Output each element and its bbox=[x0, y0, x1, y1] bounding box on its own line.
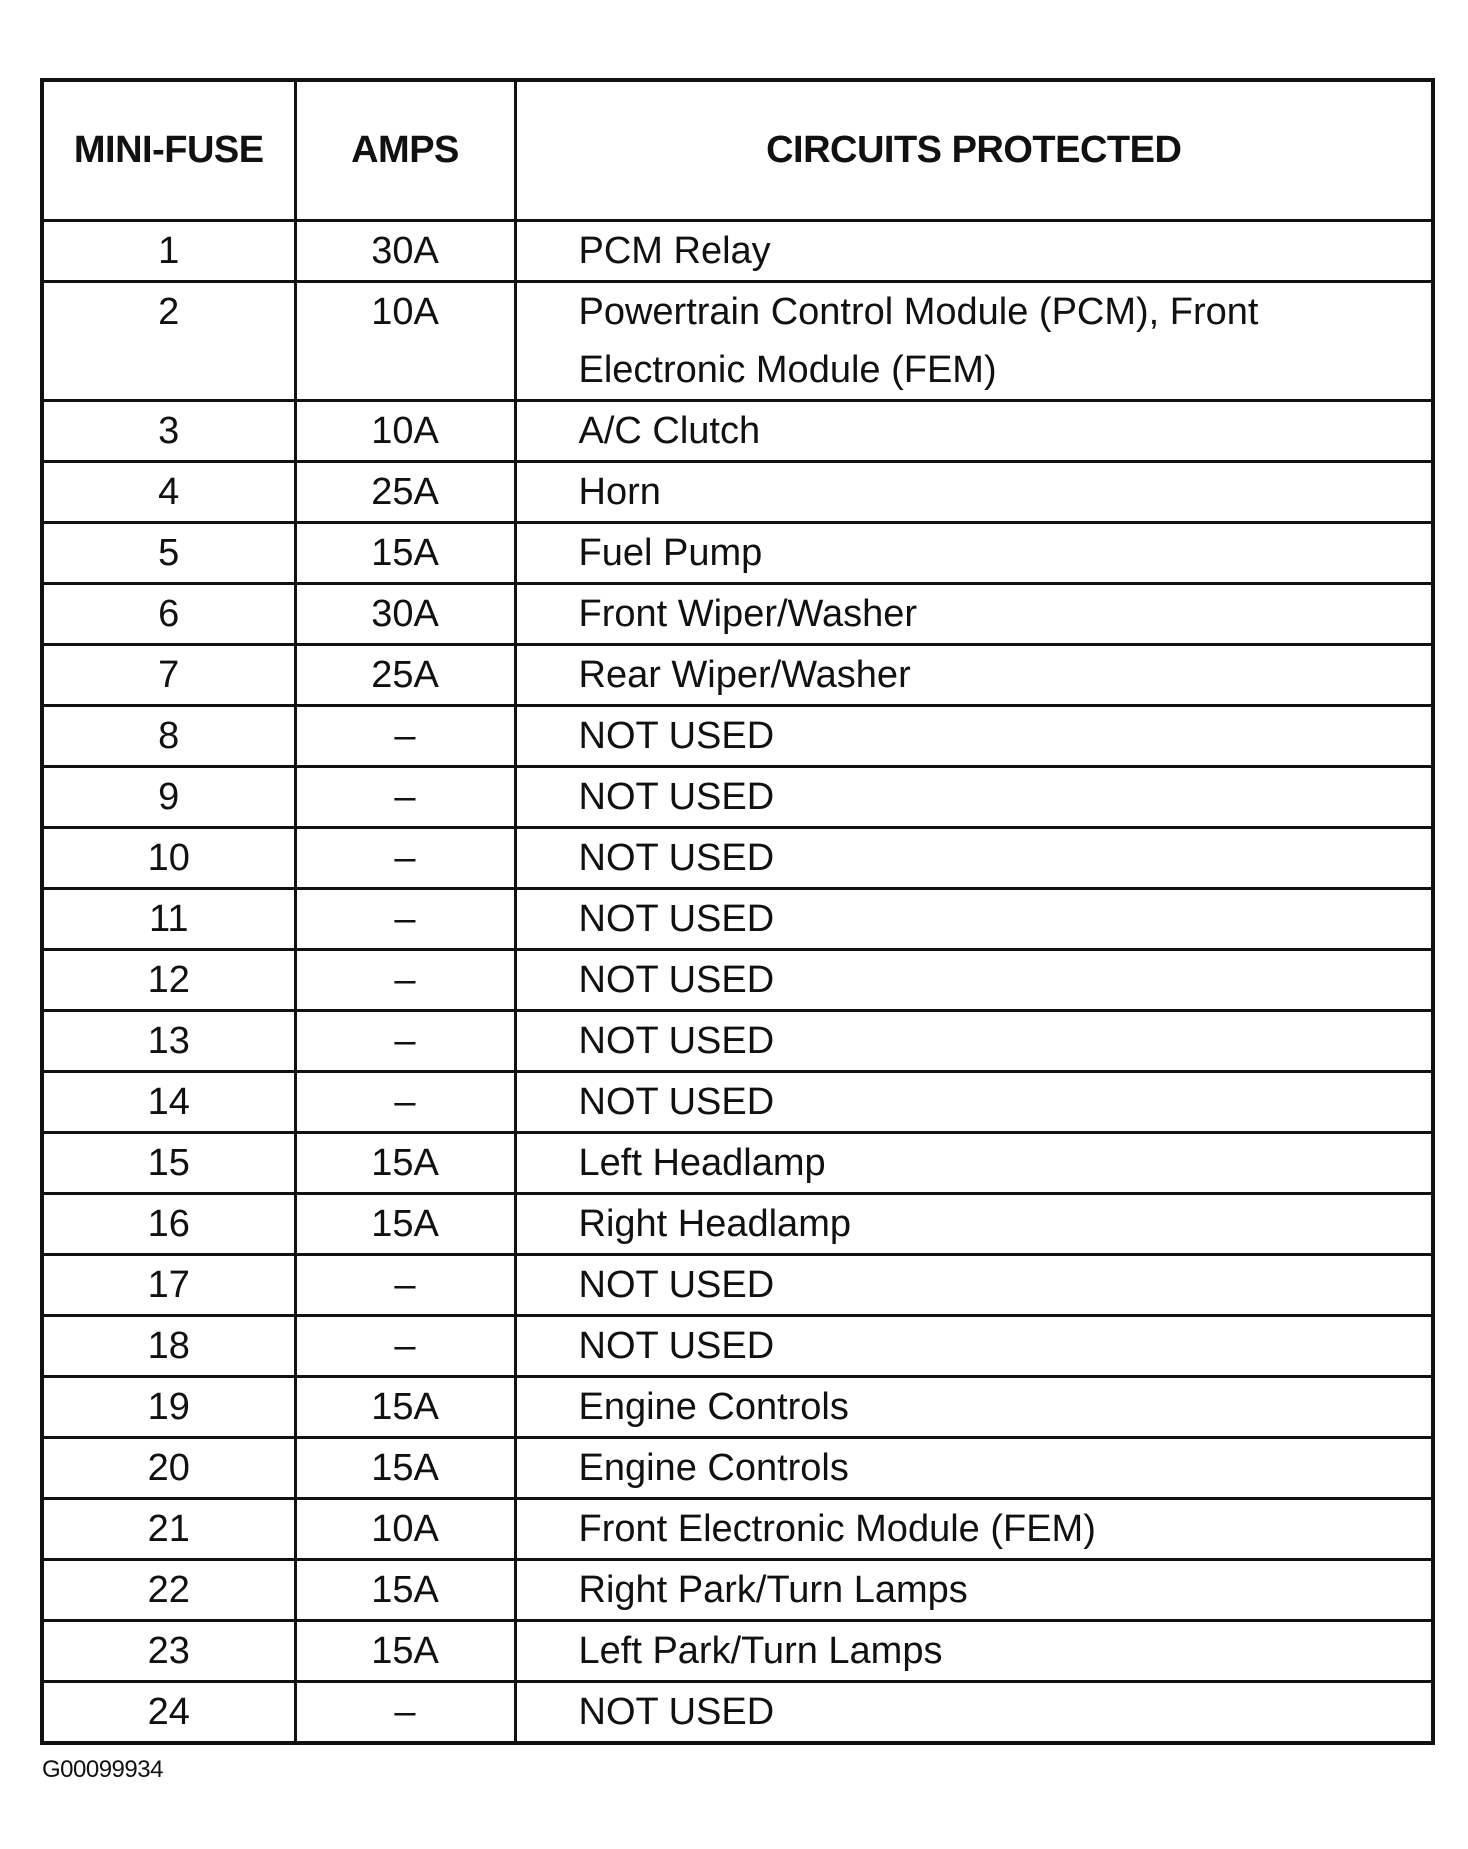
header-mini-fuse: MINI-FUSE bbox=[42, 80, 295, 221]
fuse-number: 12 bbox=[42, 950, 295, 1011]
fuse-number: 14 bbox=[42, 1072, 295, 1133]
figure-id: G00099934 bbox=[42, 1756, 163, 1783]
fuse-circuit: NOT USED bbox=[515, 706, 1433, 767]
fuse-number: 2 bbox=[42, 282, 295, 401]
fuse-amps: 15A bbox=[295, 1194, 515, 1255]
fuse-number: 21 bbox=[42, 1499, 295, 1560]
table-row bbox=[42, 1194, 1433, 1255]
fuse-number: 1 bbox=[42, 221, 295, 282]
table-row bbox=[42, 645, 1433, 706]
fuse-number: 18 bbox=[42, 1316, 295, 1377]
fuse-amps: – bbox=[295, 767, 515, 828]
fuse-circuit: Left Park/Turn Lamps bbox=[515, 1621, 1433, 1682]
table-row bbox=[42, 828, 1433, 889]
fuse-amps: 15A bbox=[295, 1560, 515, 1621]
fuse-amps: 15A bbox=[295, 1438, 515, 1499]
fuse-number: 19 bbox=[42, 1377, 295, 1438]
fuse-circuit: NOT USED bbox=[515, 828, 1433, 889]
fuse-amps: 10A bbox=[295, 1499, 515, 1560]
table-row bbox=[42, 1133, 1433, 1194]
table-row bbox=[42, 889, 1433, 950]
table-row bbox=[42, 1255, 1433, 1316]
header-amps: AMPS bbox=[295, 80, 515, 221]
fuse-circuit: Fuel Pump bbox=[515, 523, 1433, 584]
fuse-circuit: NOT USED bbox=[515, 1255, 1433, 1316]
fuse-circuit: Engine Controls bbox=[515, 1377, 1433, 1438]
fuse-amps: – bbox=[295, 1072, 515, 1133]
fuse-table bbox=[40, 78, 1435, 1745]
fuse-amps: 25A bbox=[295, 645, 515, 706]
fuse-amps: 15A bbox=[295, 523, 515, 584]
fuse-circuit: Front Electronic Module (FEM) bbox=[515, 1499, 1433, 1560]
fuse-number: 4 bbox=[42, 462, 295, 523]
fuse-circuit: Engine Controls bbox=[515, 1438, 1433, 1499]
fuse-circuit: Right Park/Turn Lamps bbox=[515, 1560, 1433, 1621]
table-row bbox=[42, 950, 1433, 1011]
fuse-amps: – bbox=[295, 828, 515, 889]
table-row bbox=[42, 462, 1433, 523]
table-row bbox=[42, 1560, 1433, 1621]
table-row bbox=[42, 221, 1433, 282]
fuse-number: 15 bbox=[42, 1133, 295, 1194]
fuse-circuit: Right Headlamp bbox=[515, 1194, 1433, 1255]
fuse-number: 22 bbox=[42, 1560, 295, 1621]
fuse-number: 16 bbox=[42, 1194, 295, 1255]
header-circuits-protected: CIRCUITS PROTECTED bbox=[515, 80, 1433, 221]
fuse-amps: – bbox=[295, 1682, 515, 1744]
fuse-circuit: NOT USED bbox=[515, 1682, 1433, 1744]
fuse-circuit: NOT USED bbox=[515, 1316, 1433, 1377]
fuse-number: 24 bbox=[42, 1682, 295, 1744]
table-row bbox=[42, 1499, 1433, 1560]
fuse-amps: 30A bbox=[295, 584, 515, 645]
table-row bbox=[42, 1377, 1433, 1438]
table-row bbox=[42, 1316, 1433, 1377]
fuse-number: 11 bbox=[42, 889, 295, 950]
fuse-amps: 10A bbox=[295, 282, 515, 401]
table-row bbox=[42, 706, 1433, 767]
table-row bbox=[42, 1438, 1433, 1499]
fuse-circuit: NOT USED bbox=[515, 1011, 1433, 1072]
table-row bbox=[42, 584, 1433, 645]
table-row bbox=[42, 401, 1433, 462]
fuse-circuit: NOT USED bbox=[515, 889, 1433, 950]
fuse-number: 20 bbox=[42, 1438, 295, 1499]
fuse-amps: 15A bbox=[295, 1133, 515, 1194]
table-header bbox=[42, 80, 1433, 221]
fuse-circuit: NOT USED bbox=[515, 767, 1433, 828]
table-row bbox=[42, 1621, 1433, 1682]
fuse-number: 9 bbox=[42, 767, 295, 828]
table-row bbox=[42, 767, 1433, 828]
fuse-amps: – bbox=[295, 950, 515, 1011]
fuse-circuit: Left Headlamp bbox=[515, 1133, 1433, 1194]
fuse-number: 13 bbox=[42, 1011, 295, 1072]
fuse-amps: 25A bbox=[295, 462, 515, 523]
fuse-number: 7 bbox=[42, 645, 295, 706]
fuse-number: 8 bbox=[42, 706, 295, 767]
fuse-amps: – bbox=[295, 1011, 515, 1072]
fuse-number: 3 bbox=[42, 401, 295, 462]
fuse-amps: – bbox=[295, 1316, 515, 1377]
table-row bbox=[42, 282, 1433, 401]
table-row bbox=[42, 1011, 1433, 1072]
fuse-amps: – bbox=[295, 889, 515, 950]
fuse-circuit: Front Wiper/Washer bbox=[515, 584, 1433, 645]
fuse-amps: 15A bbox=[295, 1621, 515, 1682]
fuse-circuit: Horn bbox=[515, 462, 1433, 523]
fuse-circuit: Powertrain Control Module (PCM), Front Electronic Module (FEM) bbox=[515, 282, 1433, 401]
table-row bbox=[42, 1682, 1433, 1744]
table-row bbox=[42, 523, 1433, 584]
fuse-amps: 15A bbox=[295, 1377, 515, 1438]
fuse-number: 23 bbox=[42, 1621, 295, 1682]
fuse-circuit: Rear Wiper/Washer bbox=[515, 645, 1433, 706]
fuse-circuit: PCM Relay bbox=[515, 221, 1433, 282]
fuse-amps: 30A bbox=[295, 221, 515, 282]
fuse-circuit: NOT USED bbox=[515, 950, 1433, 1011]
table-row bbox=[42, 1072, 1433, 1133]
fuse-number: 17 bbox=[42, 1255, 295, 1316]
fuse-number: 5 bbox=[42, 523, 295, 584]
fuse-number: 6 bbox=[42, 584, 295, 645]
fuse-circuit: NOT USED bbox=[515, 1072, 1433, 1133]
header-row bbox=[42, 80, 1433, 221]
fuse-amps: 10A bbox=[295, 401, 515, 462]
fuse-number: 10 bbox=[42, 828, 295, 889]
table-body bbox=[42, 221, 1433, 1744]
fuse-circuit: A/C Clutch bbox=[515, 401, 1433, 462]
fuse-amps: – bbox=[295, 1255, 515, 1316]
fuse-amps: – bbox=[295, 706, 515, 767]
